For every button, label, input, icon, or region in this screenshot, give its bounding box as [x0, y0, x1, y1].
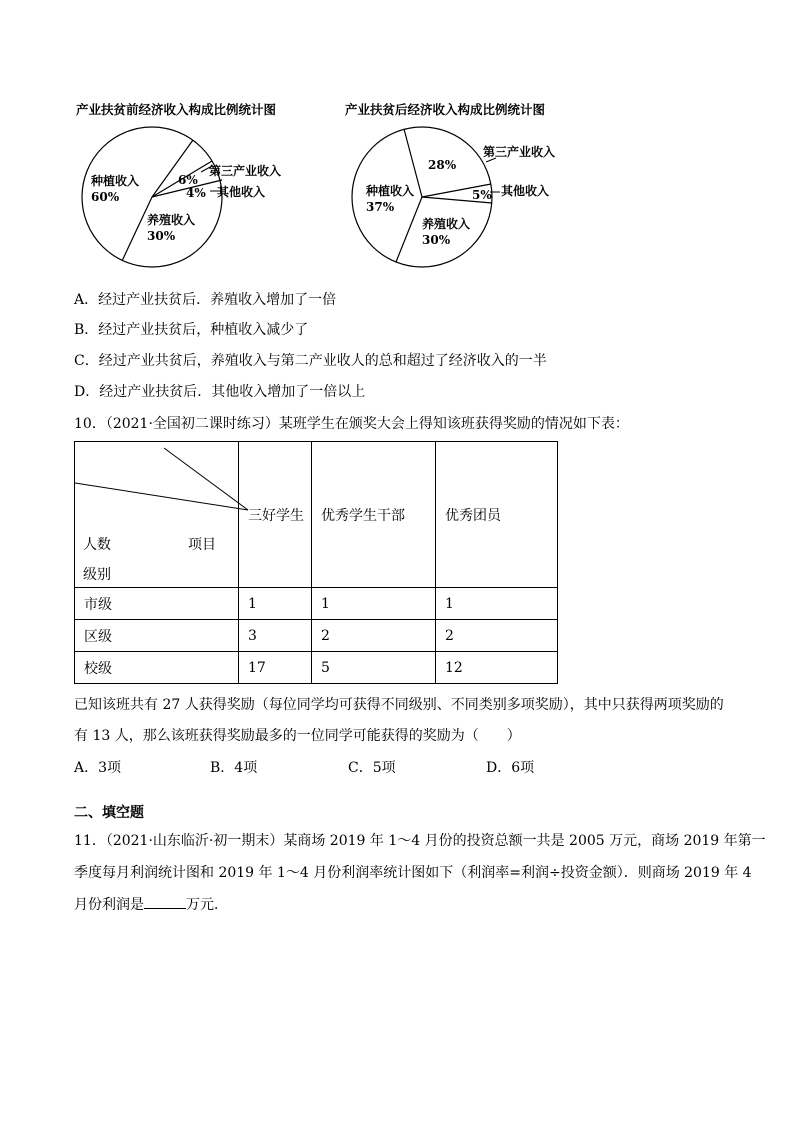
pie-before-other-label: 其他收入 [217, 185, 266, 199]
section-title: 二、填空题 [74, 805, 144, 821]
q10-option-d: D．6项 [486, 760, 535, 776]
q10-body-line1: 已知该班共有 27 人获得奖励（每位同学均可获得不同级别、不同类别多项奖励），其中只获得两项奖励的 [74, 697, 724, 713]
pie-before-title: 产业扶贫前经济收入构成比例统计图 [76, 102, 277, 117]
corner-item-label: 项目 [188, 537, 216, 553]
table-corner-cell [75, 442, 239, 588]
pie-before-planting-pct: 60% [91, 190, 120, 204]
table-cell: 12 [436, 652, 558, 684]
table-cell: 5 [312, 652, 436, 684]
table-header-cell: 优秀团员 [436, 442, 558, 588]
q10-option-a: A．3项 [74, 760, 122, 776]
table-cell: 1 [239, 588, 312, 620]
pie-after-planting-label: 种植收入 [366, 184, 415, 198]
table-cell: 3 [239, 620, 312, 652]
q9-option-c: C．经过产业共贫后，养殖收入与第二产业收人的总和超过了经济收入的一半 [74, 353, 547, 369]
pie-after-breeding-pct: 30% [422, 233, 451, 247]
q11-line3-suffix: 万元． [186, 897, 228, 913]
corner-count-label: 人数 [83, 537, 111, 553]
pie-after-planting-pct: 37% [366, 200, 395, 214]
awards-table [74, 441, 558, 684]
table-row-level: 市级 [75, 588, 239, 620]
table-cell: 2 [436, 620, 558, 652]
q9-option-a: A．经过产业扶贫后．养殖收入增加了一倍 [74, 292, 337, 308]
pie-after-other-pct: 5% [472, 188, 492, 202]
q9-option-b: B．经过产业扶贫后，种植收入减少了 [74, 322, 309, 338]
table-header-row [75, 442, 558, 588]
pie-after-chart [340, 120, 580, 280]
q10-body-line2: 有 13 人，那么该班获得奖励最多的一位同学可能获得的奖励为（ ） [74, 728, 521, 744]
table-header-cell: 优秀学生干部 [312, 442, 436, 588]
q10-option-b: B．4项 [210, 760, 258, 776]
q10-option-c: C．5项 [348, 760, 396, 776]
table-cell: 2 [312, 620, 436, 652]
pie-before-chart [60, 120, 300, 280]
q9-option-d: D．经过产业扶贫后．其他收入增加了一倍以上 [74, 384, 366, 400]
corner-level-label: 级别 [83, 567, 111, 583]
pie-after-tertiary-pct: 28% [428, 158, 457, 172]
pie-before-planting-label: 种植收入 [91, 174, 140, 188]
pie-after-title: 产业扶贫后经济收入构成比例统计图 [345, 102, 546, 117]
table-row [75, 652, 558, 684]
table-row-level: 区级 [75, 620, 239, 652]
table-row [75, 620, 558, 652]
pie-after-breeding-label: 养殖收入 [422, 217, 471, 231]
q11-line3-prefix: 月份利润是 [74, 897, 144, 913]
table-cell: 1 [436, 588, 558, 620]
pie-before-tertiary-label: 第三产业收入 [209, 164, 282, 178]
pie-before-breeding-pct: 30% [147, 229, 176, 243]
table-row [75, 588, 558, 620]
pie-before-other-pct: 4% [186, 186, 206, 200]
answer-blank [144, 895, 186, 909]
table-header-cell: 三好学生 [239, 442, 312, 588]
q10-stem: 10．（2021·全国初二课时练习）某班学生在颁奖大会上得知该班获得奖励的情况如下表： [74, 416, 629, 432]
pie-after-other-label: 其他收入 [501, 184, 550, 198]
q11-line1: 11．（2021·山东临沂·初一期末）某商场 2019 年 1～4 月份的投资总额一共是 2005 万元，商场 2019 年第一 [74, 833, 766, 849]
q11-line3 [74, 894, 228, 914]
q11-line2: 季度每月利润统计图和 2019 年 1～4 月份利润率统计图如下（利润率=利润÷投资金额）．则商场 2019 年 4 [74, 865, 752, 881]
table-cell: 17 [239, 652, 312, 684]
table-row-level: 校级 [75, 652, 239, 684]
pie-before-breeding-label: 养殖收入 [147, 213, 196, 227]
pie-before-tertiary-pct: 6% [178, 173, 198, 187]
table-cell: 1 [312, 588, 436, 620]
pie-after-tertiary-label: 第三产业收入 [483, 145, 556, 159]
